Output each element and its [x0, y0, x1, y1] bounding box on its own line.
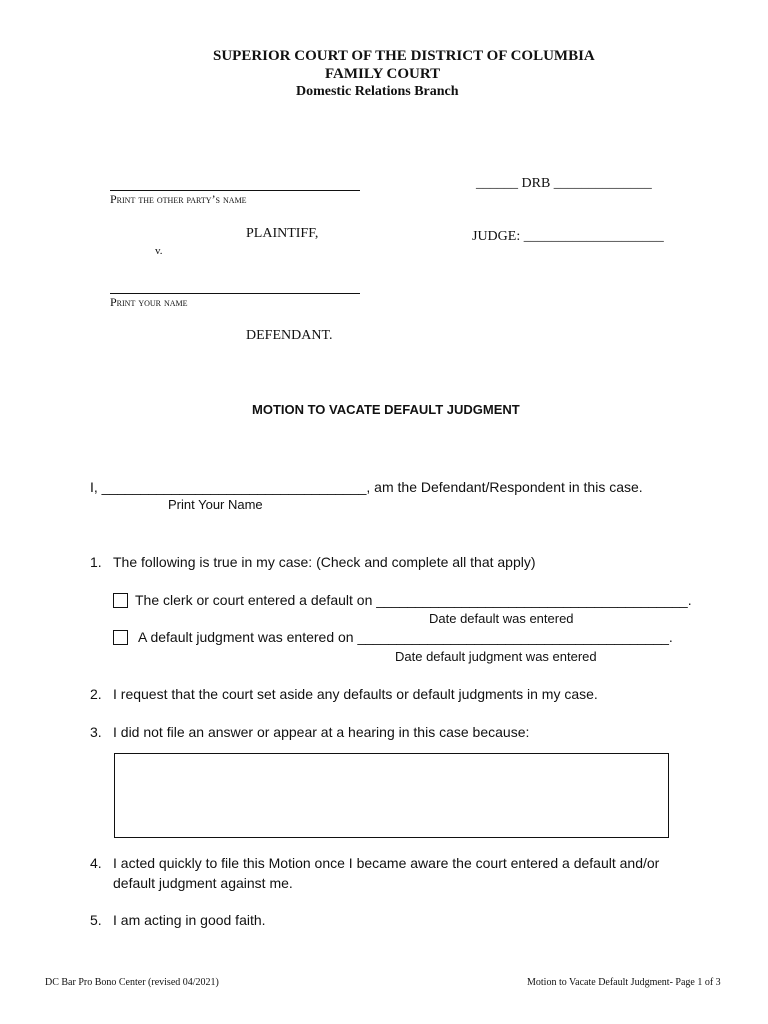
intro-name-caption: Print Your Name: [168, 497, 263, 512]
item-1-number: 1.: [90, 554, 102, 570]
item-2-text: I request that the court set aside any defaults or default judgments in my case.: [113, 686, 598, 702]
your-name-label: Print your name: [110, 295, 188, 309]
item-3-text: I did not file an answer or appear at a hearing in this case because:: [113, 724, 530, 740]
other-party-name-line[interactable]: [110, 190, 360, 191]
default-date-caption: Date default was entered: [429, 611, 574, 626]
branch-heading: Domestic Relations Branch: [296, 84, 459, 99]
default-judgment-text[interactable]: A default judgment was entered on ________________________________________.: [138, 629, 673, 645]
plaintiff-label: PLAINTIFF,: [246, 226, 319, 241]
intro-statement[interactable]: I, __________________________________, am the Defendant/Respondent in this case.: [90, 479, 643, 495]
motion-title: MOTION TO VACATE DEFAULT JUDGMENT: [252, 402, 520, 417]
default-judgment-date-caption: Date default judgment was entered: [395, 649, 597, 664]
item-1-text: The following is true in my case: (Check and complete all that apply): [113, 554, 536, 570]
item-3-number: 3.: [90, 724, 102, 740]
default-entered-checkbox[interactable]: [113, 593, 128, 608]
judge-field[interactable]: JUDGE: ____________________: [472, 229, 664, 244]
reason-text-box[interactable]: [114, 753, 669, 838]
defendant-label: DEFENDANT.: [246, 328, 333, 343]
other-party-name-label: Print the other party’s name: [110, 192, 247, 206]
case-number-field[interactable]: ______ DRB ______________: [476, 176, 652, 191]
versus-label: v.: [155, 245, 163, 257]
family-court-heading: FAMILY COURT: [325, 66, 441, 82]
court-name-heading: SUPERIOR COURT OF THE DISTRICT OF COLUMBIA: [213, 48, 595, 64]
your-name-line[interactable]: [110, 293, 360, 294]
item-2-number: 2.: [90, 686, 102, 702]
item-5-text: I am acting in good faith.: [113, 912, 266, 928]
item-4-text-line2: default judgment against me.: [113, 875, 293, 891]
footer-left: DC Bar Pro Bono Center (revised 04/2021): [45, 977, 219, 988]
item-5-number: 5.: [90, 912, 102, 928]
default-judgment-checkbox[interactable]: [113, 630, 128, 645]
default-entered-text[interactable]: The clerk or court entered a default on ________________________________________.: [135, 592, 692, 608]
footer-right: Motion to Vacate Default Judgment- Page 1 of 3: [527, 977, 721, 988]
item-4-number: 4.: [90, 855, 102, 871]
item-4-text-line1: I acted quickly to file this Motion once I became aware the court entered a default and/or: [113, 855, 660, 871]
